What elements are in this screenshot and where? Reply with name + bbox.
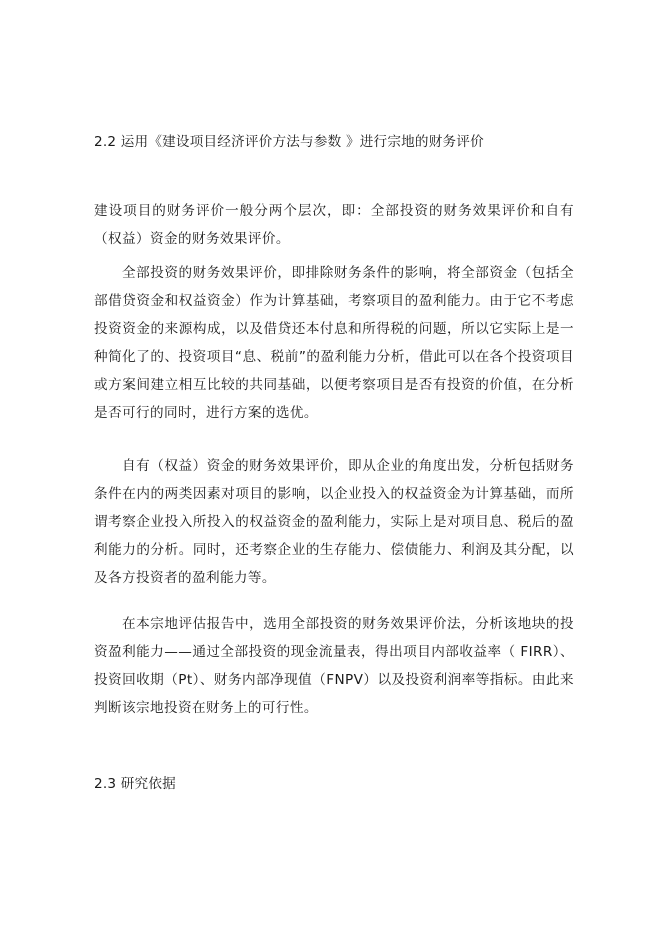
section-heading-2-3: 2.3 研究依据 xyxy=(94,776,176,792)
section-heading-2-2: 2.2 运用《建设项目经济评价方法与参数 》进行宗地的财务评价 xyxy=(94,134,484,150)
paragraph-evaluation-levels: 建设项目的财务评价一般分两个层次，即：全部投资的财务效果评价和自有（权益）资金的财务效果评价。 xyxy=(94,203,574,247)
paragraph-total-investment-evaluation: 全部投资的财务效果评价，即排除财务条件的影响，将全部资金（包括全部借贷资金和权益资金）作为计算基础，考察项目的盈利能力。由于它不考虑投资资金的来源构成，以及借贷还本付息和所得税的问题，所以它实际上是一种简化了的、投资项目“息、税前”的盈利能力分析，借此可以在各个投资项目或方案间建立相互比较的共同基础，以便考察项目是否有投资的价值，在分析是否可行的同时，进行方案的选优。 xyxy=(94,265,574,421)
paragraph-equity-capital-evaluation: 自有（权益）资金的财务效果评价，即从企业的角度出发，分析包括财务条件在内的两类因素对项目的影响，以企业投入的权益资金为计算基础，而所谓考察企业投入所投入的权益资金的盈利能力，实际上是对项目息、税后的盈利能力的分析。同时，还考察企业的生存能力、偿债能力、利润及其分配，以及各方投资者的盈利能力等。 xyxy=(94,458,574,586)
paragraph-selected-method: 在本宗地评估报告中，选用全部投资的财务效果评价法，分析该地块的投资盈利能力——通过全部投资的现金流量表，得出项目内部收益率（ FIRR）、投资回收期（Pt）、财务内部净现值（FNPV）以及投资利润率等指标。由此来判断该宗地投资在财务上的可行性。 xyxy=(94,616,574,716)
